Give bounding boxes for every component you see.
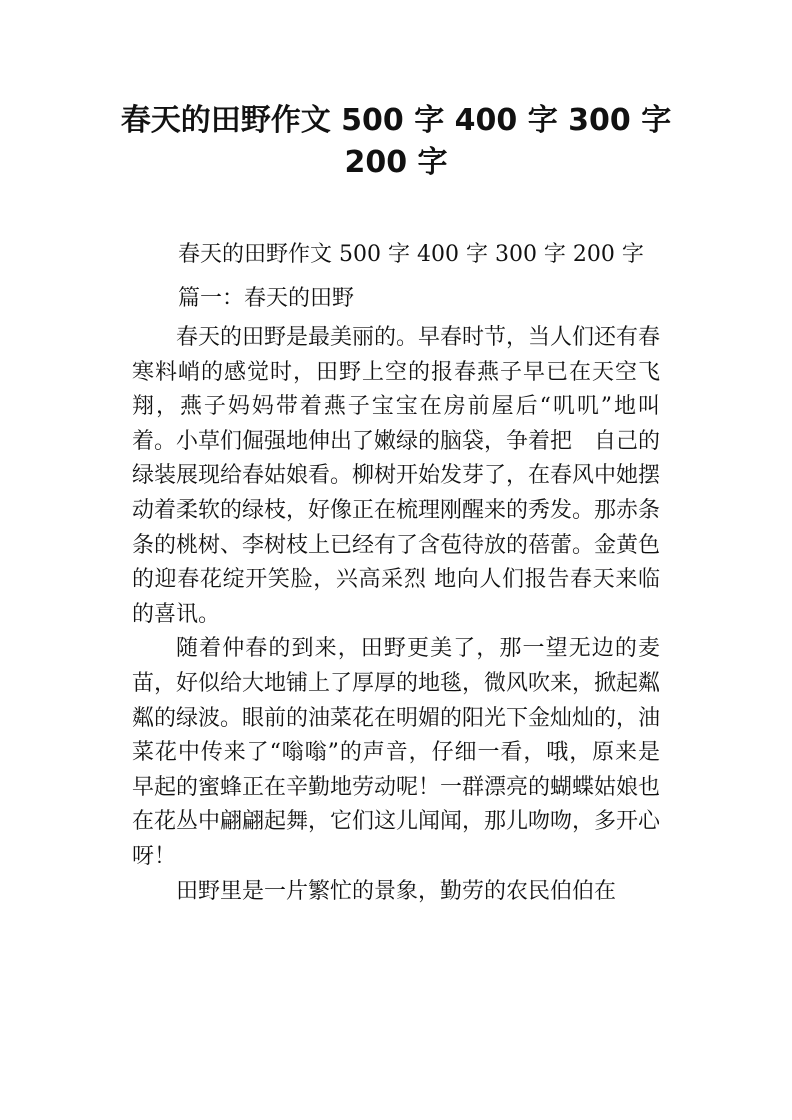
document-title-line-2: 200 字 [344, 145, 448, 180]
paragraph-2: 随着仲春的到来，田野更美了，那一望无边的麦苗，好似给大地铺上了厚厚的地毯，微风吹来，掀起粼粼的绿波。眼前的油菜花在明媚的阳光下金灿灿的，油菜花中传来了“嗡嗡”的声音，仔细一看，哦，原来是早起的蜜蜂正在辛勤地劳动呢！一群漂亮的蝴蝶姑娘也在花丛中翩翩起舞，它们这儿闻闻，那儿吻吻，多开心呀！ [132, 636, 661, 869]
paragraph-3: 田野里是一片繁忙的景象，勤劳的农民伯伯在 [176, 878, 617, 904]
section-heading: 篇一：春天的田野 [178, 286, 355, 311]
document-subtitle: 春天的田野作文 500 字 400 字 300 字 200 字 [178, 242, 644, 267]
document-body [132, 321, 660, 909]
document-title-line-1: 春天的田野作文 500 字 400 字 300 字 [120, 103, 672, 138]
paragraph-1: 春天的田野是最美丽的。早春时节，当人们还有春寒料峭的感觉时，田野上空的报春燕子早已在天空飞翔，燕子妈妈带着燕子宝宝在房前屋后“叽叽”地叫着。小草们倔强地伸出了嫩绿的脑袋，争着把 自己的绿装展现给春姑娘看。柳树开始发芽了，在春风中她摆动着柔软的绿枝，好像正在梳理刚醒来的秀发。那赤条条的桃树、李树枝上已经有了含苞待放的蓓蕾。金黄色的迎春花绽开笑脸，兴高采烈 地向人们报告春天来临的喜讯。 [132, 325, 661, 627]
